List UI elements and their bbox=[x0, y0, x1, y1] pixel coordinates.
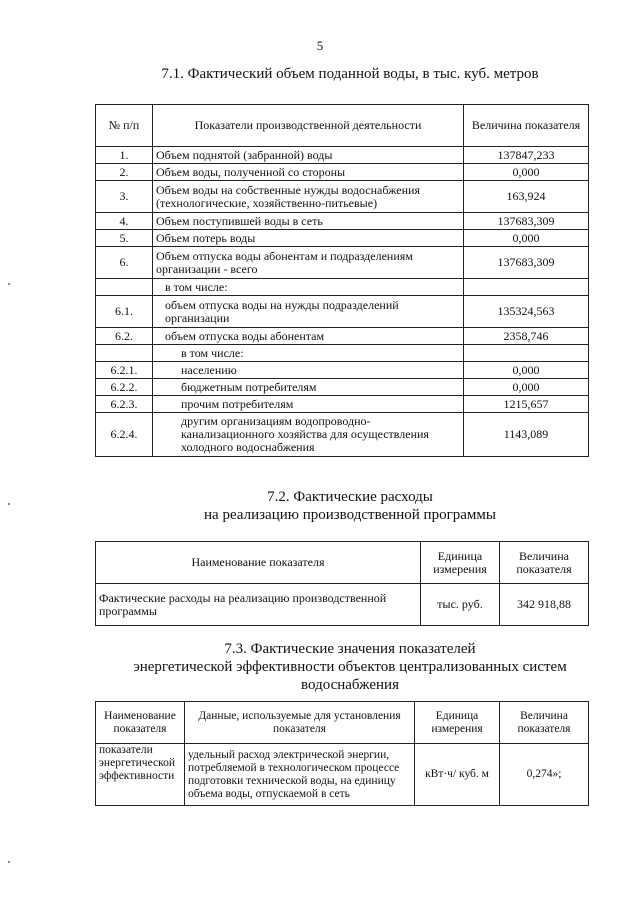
table-row bbox=[96, 396, 589, 413]
row-data: удельный расход электрической энергии, потребляемой в технологическом процессе подготовки технической воды, на единицу объема воды, отпускаемой в сеть bbox=[185, 744, 415, 806]
table-row bbox=[96, 230, 589, 247]
table-row bbox=[96, 279, 589, 296]
row-name: Объем воды, полученной со стороны bbox=[153, 164, 464, 181]
row-name: Объем поднятой (забранной) воды bbox=[153, 147, 464, 164]
row-num bbox=[96, 279, 153, 296]
row-value: 137683,309 bbox=[464, 213, 589, 230]
table-row bbox=[96, 164, 589, 181]
row-name: населению bbox=[153, 362, 464, 379]
header-data: Данные, используемые для установления показателя bbox=[185, 702, 415, 744]
row-name: Объем воды на собственные нужды водоснабжения (технологические, хозяйственно-питьевые) bbox=[153, 181, 464, 213]
row-num: 6.2. bbox=[96, 328, 153, 345]
section-7-3-title-line1: 7.3. Фактические значения показателей bbox=[224, 641, 476, 657]
table-row bbox=[96, 181, 589, 213]
header-unit: Единица измерения bbox=[415, 702, 500, 744]
section-7-2-title-line2: на реализацию производственной программы bbox=[204, 507, 496, 523]
header-value: Величина показателя bbox=[464, 105, 589, 147]
row-num: 6.1. bbox=[96, 296, 153, 328]
row-value: 1143,089 bbox=[464, 413, 589, 457]
table-row bbox=[96, 213, 589, 230]
header-name: Наименование показателя bbox=[96, 702, 185, 744]
row-num: 5. bbox=[96, 230, 153, 247]
header-name: Наименование показателя bbox=[96, 542, 421, 584]
header-indicator: Показатели производственной деятельности bbox=[153, 105, 464, 147]
section-7-3-title-line2: энергетической эффективности объектов централизованных систем bbox=[133, 659, 567, 675]
scan-speck bbox=[8, 503, 10, 505]
table-row bbox=[96, 584, 589, 626]
row-name: объем отпуска воды на нужды подразделений организации bbox=[153, 296, 464, 328]
row-name: в том числе: bbox=[153, 279, 464, 296]
row-name: Фактические расходы на реализацию производственной программы bbox=[96, 584, 421, 626]
row-name: другим организациям водопроводно-канализационного хозяйства для осуществления холодного водоснабжения bbox=[153, 413, 464, 457]
row-num: 4. bbox=[96, 213, 153, 230]
table-row bbox=[96, 247, 589, 279]
row-value: 0,274»; bbox=[500, 744, 589, 806]
row-num: 6.2.4. bbox=[96, 413, 153, 457]
row-value: 0,000 bbox=[464, 164, 589, 181]
page-number: 5 bbox=[316, 38, 324, 53]
row-value: 0,000 bbox=[464, 230, 589, 247]
header-value: Величина показателя bbox=[500, 702, 589, 744]
section-7-3-title-line3: водоснабжения bbox=[301, 677, 399, 693]
row-num: 6.2.2. bbox=[96, 379, 153, 396]
row-num: 6.2.3. bbox=[96, 396, 153, 413]
row-name: Объем отпуска воды абонентам и подразделениям организации - всего bbox=[153, 247, 464, 279]
header-unit: Единица измерения bbox=[421, 542, 500, 584]
table-row bbox=[96, 296, 589, 328]
row-num: 6.2.1. bbox=[96, 362, 153, 379]
row-unit: кВт·ч/ куб. м bbox=[415, 744, 500, 806]
table-row bbox=[96, 328, 589, 345]
header-value: Величина показателя bbox=[500, 542, 589, 584]
table-row bbox=[96, 379, 589, 396]
header-num: № п/п bbox=[96, 105, 153, 147]
row-value: 0,000 bbox=[464, 362, 589, 379]
row-num: 6. bbox=[96, 247, 153, 279]
section-7-1-title: 7.1. Фактический объем поданной воды, в тыс. куб. метров bbox=[161, 66, 539, 82]
row-value: 137847,233 bbox=[464, 147, 589, 164]
row-num: 3. bbox=[96, 181, 153, 213]
row-name: Объем потерь воды bbox=[153, 230, 464, 247]
row-value: 342 918,88 bbox=[500, 584, 589, 626]
row-value: 137683,309 bbox=[464, 247, 589, 279]
row-value bbox=[464, 345, 589, 362]
table-row bbox=[96, 413, 589, 457]
row-value: 1215,657 bbox=[464, 396, 589, 413]
expenses-table bbox=[95, 541, 589, 626]
row-name: показатели энергетической эффективности bbox=[96, 744, 185, 806]
row-num: 1. bbox=[96, 147, 153, 164]
row-name: прочим потребителям bbox=[153, 396, 464, 413]
table-row bbox=[96, 744, 589, 806]
row-num bbox=[96, 345, 153, 362]
table-row bbox=[96, 345, 589, 362]
row-name: Объем поступившей воды в сеть bbox=[153, 213, 464, 230]
row-value: 2358,746 bbox=[464, 328, 589, 345]
water-volume-table bbox=[95, 104, 589, 457]
row-name: в том числе: bbox=[153, 345, 464, 362]
row-value: 163,924 bbox=[464, 181, 589, 213]
scan-speck bbox=[8, 861, 10, 863]
row-value: 0,000 bbox=[464, 379, 589, 396]
energy-efficiency-table bbox=[95, 701, 589, 806]
scan-speck bbox=[8, 283, 10, 285]
section-7-2-title-line1: 7.2. Фактические расходы bbox=[267, 489, 433, 505]
row-value bbox=[464, 279, 589, 296]
row-num: 2. bbox=[96, 164, 153, 181]
row-name: объем отпуска воды абонентам bbox=[153, 328, 464, 345]
table-row bbox=[96, 362, 589, 379]
row-name: бюджетным потребителям bbox=[153, 379, 464, 396]
row-value: 135324,563 bbox=[464, 296, 589, 328]
row-unit: тыс. руб. bbox=[421, 584, 500, 626]
table-row bbox=[96, 147, 589, 164]
